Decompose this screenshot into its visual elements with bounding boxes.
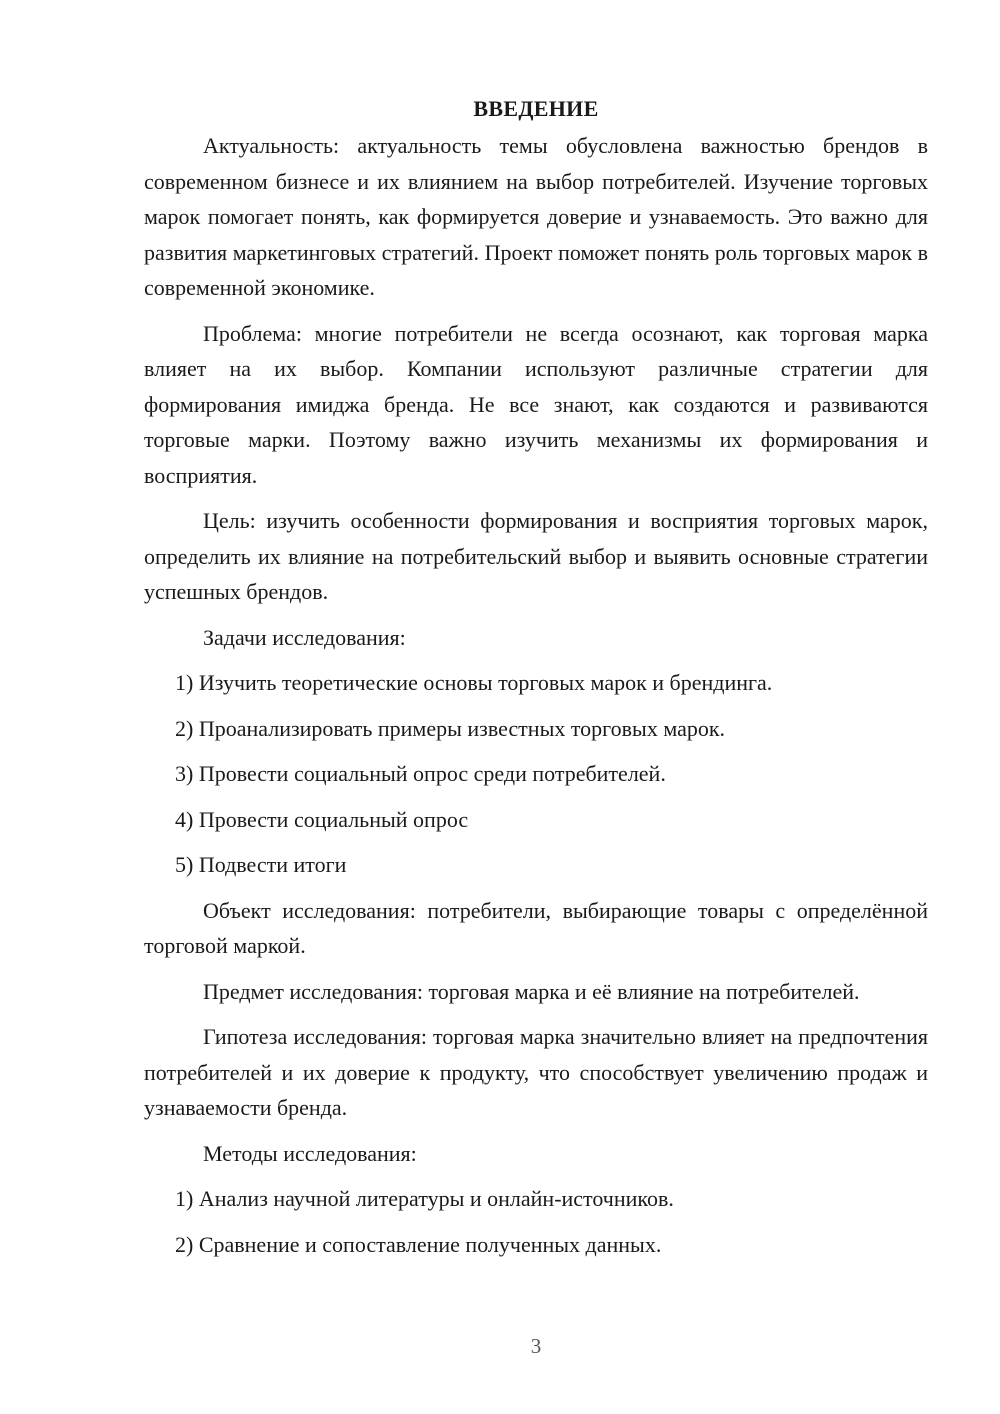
methods-list <box>144 1181 928 1262</box>
tasks-label: Задачи исследования: <box>203 624 406 650</box>
list-item: 1) Анализ научной литературы и онлайн-источников. <box>175 1186 674 1211</box>
paragraph-hypothesis: Гипотеза исследования: торговая марка значительно влияет на предпочтения потребителей и их доверие к продукту, что способствует увеличению продаж и узнаваемости бренда. <box>144 1024 928 1120</box>
section-heading: ВВЕДЕНИЕ <box>473 96 599 121</box>
paragraph-goal: Цель: изучить особенности формирования и восприятия торговых марок, определить их влияние на потребительский выбор и выявить основные стратегии успешных брендов. <box>144 508 928 604</box>
document-page <box>144 92 928 1272</box>
paragraph-subject: Предмет исследования: торговая марка и её влияние на потребителей. <box>203 978 860 1004</box>
tasks-list <box>144 665 928 883</box>
list-item: 4) Провести социальный опрос <box>175 806 469 832</box>
paragraph-relevance: Актуальность: актуальность темы обусловлена важностью брендов в современном бизнесе и их влиянием на выбор потребителей. Изучение торговых марок помогает понять, как формируется доверие и узнаваемость. Это важно для развития маркетинговых стратегий. Проект поможет понять роль торговых марок в современной экономике. <box>144 133 928 300</box>
list-item: 2) Проанализировать примеры известных торговых марок. <box>175 715 726 741</box>
methods-label: Методы исследования: <box>203 1140 417 1166</box>
page-number: 3 <box>530 1334 542 1358</box>
list-item: 1) Изучить теоретические основы торговых марок и брендинга. <box>175 670 773 695</box>
paragraph-object: Объект исследования: потребители, выбирающие товары с определённой торговой маркой. <box>144 897 928 958</box>
paragraph-problem: Проблема: многие потребители не всегда осознают, как торговая марка влияет на их выбор. Компании используют различные стратегии для формирования имиджа бренда. Не все знают, как создаются и развиваются торговые марки. Поэтому важно изучить механизмы их формирования и восприятия. <box>144 320 928 488</box>
list-item: 3) Провести социальный опрос среди потребителей. <box>175 761 666 786</box>
list-item: 5) Подвести итоги <box>175 852 347 877</box>
list-item: 2) Сравнение и сопоставление полученных данных. <box>175 1231 662 1257</box>
